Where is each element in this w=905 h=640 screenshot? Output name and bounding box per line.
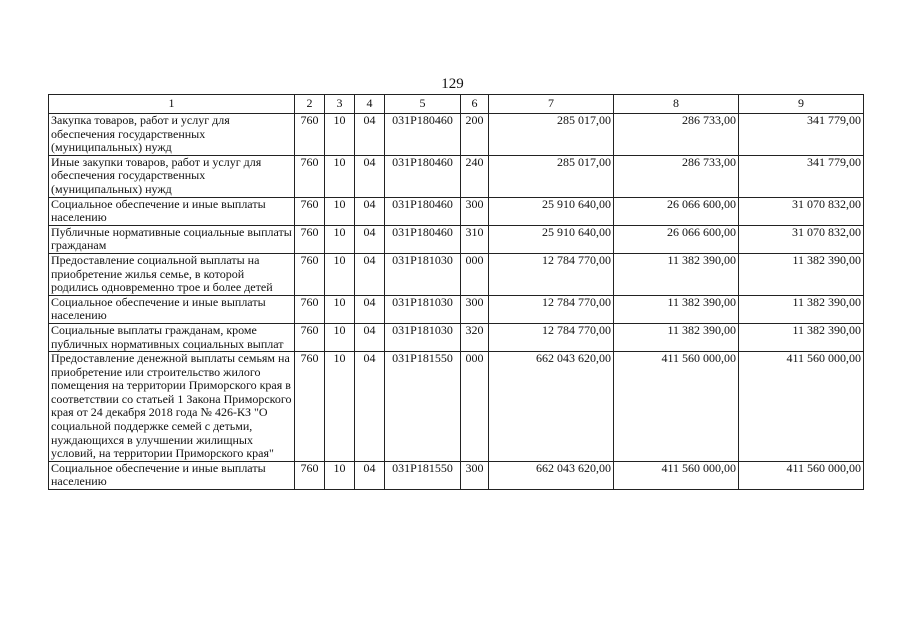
subsection-code: 04 bbox=[355, 352, 385, 462]
amount-col7: 662 043 620,00 bbox=[489, 461, 614, 489]
amount-col7: 662 043 620,00 bbox=[489, 352, 614, 462]
amount-col9: 341 779,00 bbox=[739, 155, 864, 197]
row-name: Закупка товаров, работ и услуг для обеспечения государственных (муниципальных) нужд bbox=[49, 114, 295, 156]
amount-col9: 31 070 832,00 bbox=[739, 197, 864, 225]
section-code: 10 bbox=[325, 114, 355, 156]
table-row bbox=[49, 225, 864, 253]
expense-type-code: 000 bbox=[461, 352, 489, 462]
target-article-code: 031P181030 bbox=[385, 323, 461, 351]
amount-col8: 286 733,00 bbox=[614, 114, 739, 156]
column-header: 4 bbox=[355, 95, 385, 114]
amount-col7: 25 910 640,00 bbox=[489, 197, 614, 225]
expense-type-code: 200 bbox=[461, 114, 489, 156]
expense-type-code: 320 bbox=[461, 323, 489, 351]
amount-col7: 25 910 640,00 bbox=[489, 225, 614, 253]
amount-col8: 26 066 600,00 bbox=[614, 197, 739, 225]
subsection-code: 04 bbox=[355, 155, 385, 197]
ministry-code: 760 bbox=[295, 225, 325, 253]
target-article-code: 031P180460 bbox=[385, 225, 461, 253]
section-code: 10 bbox=[325, 253, 355, 295]
section-code: 10 bbox=[325, 155, 355, 197]
subsection-code: 04 bbox=[355, 461, 385, 489]
section-code: 10 bbox=[325, 295, 355, 323]
subsection-code: 04 bbox=[355, 114, 385, 156]
section-code: 10 bbox=[325, 461, 355, 489]
target-article-code: 031P180460 bbox=[385, 197, 461, 225]
column-header: 6 bbox=[461, 95, 489, 114]
row-name: Иные закупки товаров, работ и услуг для обеспечения государственных (муниципальных) нужд bbox=[49, 155, 295, 197]
expense-type-code: 240 bbox=[461, 155, 489, 197]
target-article-code: 031P180460 bbox=[385, 155, 461, 197]
table-row bbox=[49, 323, 864, 351]
section-code: 10 bbox=[325, 323, 355, 351]
amount-col7: 285 017,00 bbox=[489, 155, 614, 197]
column-header: 2 bbox=[295, 95, 325, 114]
amount-col7: 12 784 770,00 bbox=[489, 295, 614, 323]
amount-col8: 11 382 390,00 bbox=[614, 323, 739, 351]
table-row bbox=[49, 295, 864, 323]
expense-type-code: 300 bbox=[461, 295, 489, 323]
page-number: 129 bbox=[441, 76, 464, 92]
table-row bbox=[49, 253, 864, 295]
row-name: Социальное обеспечение и иные выплаты населению bbox=[49, 295, 295, 323]
amount-col8: 411 560 000,00 bbox=[614, 461, 739, 489]
target-article-code: 031P181030 bbox=[385, 295, 461, 323]
row-name: Публичные нормативные социальные выплаты гражданам bbox=[49, 225, 295, 253]
table-row bbox=[49, 114, 864, 156]
column-header: 1 bbox=[49, 95, 295, 114]
row-name: Социальное обеспечение и иные выплаты населению bbox=[49, 197, 295, 225]
table-row bbox=[49, 461, 864, 489]
column-header: 8 bbox=[614, 95, 739, 114]
amount-col7: 285 017,00 bbox=[489, 114, 614, 156]
amount-col7: 12 784 770,00 bbox=[489, 253, 614, 295]
amount-col9: 11 382 390,00 bbox=[739, 295, 864, 323]
expense-type-code: 000 bbox=[461, 253, 489, 295]
table-row bbox=[49, 155, 864, 197]
target-article-code: 031P181030 bbox=[385, 253, 461, 295]
amount-col9: 11 382 390,00 bbox=[739, 253, 864, 295]
column-header: 3 bbox=[325, 95, 355, 114]
amount-col9: 411 560 000,00 bbox=[739, 352, 864, 462]
expense-type-code: 310 bbox=[461, 225, 489, 253]
table-row bbox=[49, 197, 864, 225]
amount-col8: 11 382 390,00 bbox=[614, 253, 739, 295]
column-header: 9 bbox=[739, 95, 864, 114]
ministry-code: 760 bbox=[295, 155, 325, 197]
subsection-code: 04 bbox=[355, 323, 385, 351]
row-name: Социальные выплаты гражданам, кроме публичных нормативных социальных выплат bbox=[49, 323, 295, 351]
amount-col8: 286 733,00 bbox=[614, 155, 739, 197]
expense-type-code: 300 bbox=[461, 461, 489, 489]
ministry-code: 760 bbox=[295, 253, 325, 295]
header-row bbox=[49, 95, 864, 114]
budget-table bbox=[48, 94, 864, 490]
column-header: 5 bbox=[385, 95, 461, 114]
subsection-code: 04 bbox=[355, 253, 385, 295]
row-name: Предоставление социальной выплаты на приобретение жилья семье, в которой родились одновременно трое и более детей bbox=[49, 253, 295, 295]
ministry-code: 760 bbox=[295, 197, 325, 225]
subsection-code: 04 bbox=[355, 197, 385, 225]
ministry-code: 760 bbox=[295, 114, 325, 156]
row-name: Предоставление денежной выплаты семьям на приобретение или строительство жилого помещения на территории Приморского края в соответствии со статьей 1 Закона Приморского края от 24 декабря 2018 года № 426-КЗ "О социальной поддержке семей с детьми, нуждающихся в улучшении жилищных условий, на территории Приморского края" bbox=[49, 352, 295, 462]
section-code: 10 bbox=[325, 352, 355, 462]
section-code: 10 bbox=[325, 197, 355, 225]
amount-col8: 11 382 390,00 bbox=[614, 295, 739, 323]
ministry-code: 760 bbox=[295, 323, 325, 351]
expense-type-code: 300 bbox=[461, 197, 489, 225]
amount-col9: 11 382 390,00 bbox=[739, 323, 864, 351]
target-article-code: 031P181550 bbox=[385, 352, 461, 462]
amount-col9: 411 560 000,00 bbox=[739, 461, 864, 489]
target-article-code: 031P180460 bbox=[385, 114, 461, 156]
amount-col7: 12 784 770,00 bbox=[489, 323, 614, 351]
amount-col9: 31 070 832,00 bbox=[739, 225, 864, 253]
ministry-code: 760 bbox=[295, 352, 325, 462]
ministry-code: 760 bbox=[295, 295, 325, 323]
column-header: 7 bbox=[489, 95, 614, 114]
amount-col9: 341 779,00 bbox=[739, 114, 864, 156]
target-article-code: 031P181550 bbox=[385, 461, 461, 489]
ministry-code: 760 bbox=[295, 461, 325, 489]
amount-col8: 26 066 600,00 bbox=[614, 225, 739, 253]
amount-col8: 411 560 000,00 bbox=[614, 352, 739, 462]
section-code: 10 bbox=[325, 225, 355, 253]
table-row bbox=[49, 352, 864, 462]
subsection-code: 04 bbox=[355, 295, 385, 323]
row-name: Социальное обеспечение и иные выплаты населению bbox=[49, 461, 295, 489]
subsection-code: 04 bbox=[355, 225, 385, 253]
